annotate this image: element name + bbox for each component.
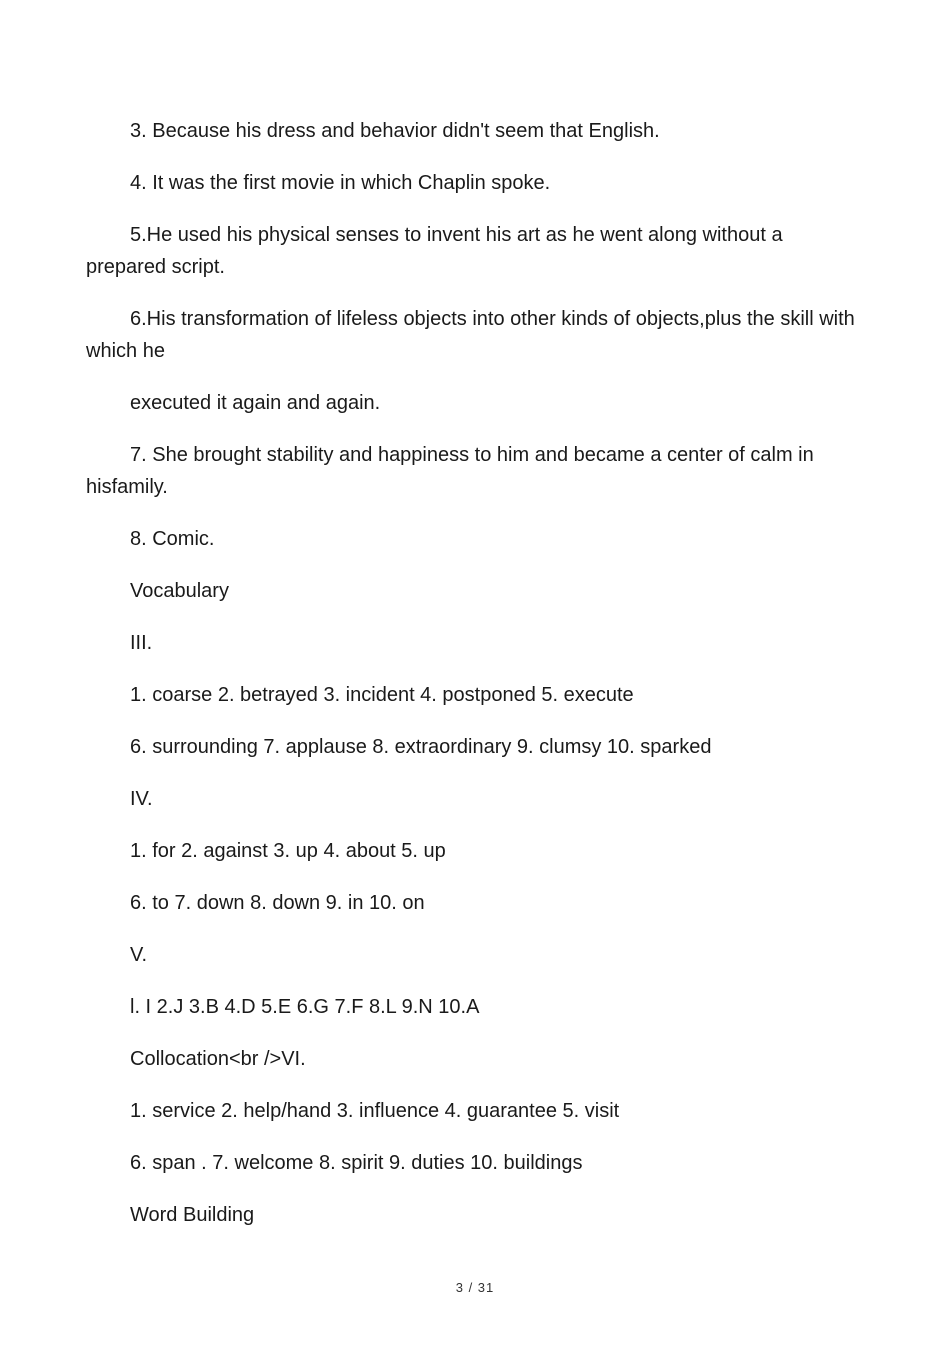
page-number: 3 / 31 [455,1280,495,1295]
section-heading-vocabulary: Vocabulary [130,580,229,602]
section-heading-iii: III. [130,632,153,654]
answers-iii-line-2: 6. surrounding 7. applause 8. extraordinary 9. clumsy 10. sparked [130,736,712,758]
answer-5: 5.He used his physical senses to invent his art as he went along without a prepared script. [86,224,783,278]
answers-iv-line-1: 1. for 2. against 3. up 4. about 5. up [130,840,446,862]
answers-iv-line-2: 6. to 7. down 8. down 9. in 10. on [130,892,425,914]
answer-4: 4. It was the first movie in which Chaplin spoke. [130,172,551,194]
page-content [86,115,856,1251]
answers-vi-line-1: 1. service 2. help/hand 3. influence 4. guarantee 5. visit [130,1100,620,1122]
answer-6-continued: executed it again and again. [130,392,381,414]
section-heading-v: V. [130,944,148,966]
answers-vi-line-2: 6. span . 7. welcome 8. spirit 9. duties 10. buildings [130,1152,583,1174]
answer-6: 6.His transformation of lifeless objects into other kinds of objects,plus the skill with which he [86,308,855,362]
section-heading-collocation: Collocation<br />VI. [130,1048,306,1070]
section-heading-iv: IV. [130,788,153,810]
answers-v: l. I 2.J 3.B 4.D 5.E 6.G 7.F 8.L 9.N 10.A [130,996,480,1018]
answer-7: 7. She brought stability and happiness to him and became a center of calm in hisfamily. [86,444,814,498]
answer-3: 3. Because his dress and behavior didn't seem that English. [130,120,660,142]
section-heading-word-building: Word Building [130,1204,255,1226]
answer-8: 8. Comic. [130,528,215,550]
answers-iii-line-1: 1. coarse 2. betrayed 3. incident 4. postponed 5. execute [130,684,634,706]
